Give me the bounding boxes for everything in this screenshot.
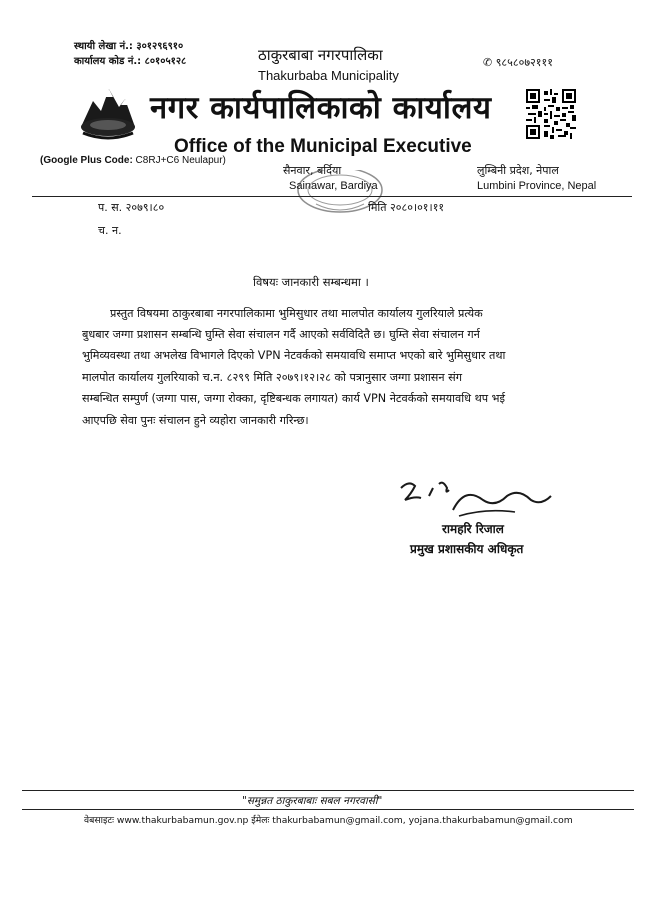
signatory-title: प्रमुख प्रशासकीय अधिकृत xyxy=(410,542,524,556)
province-np: लुम्बिनी प्रदेश, नेपाल xyxy=(477,164,559,177)
body-line: प्रस्तुत विषयमा ठाकुरबाबा नगरपालिकामा भुमिसुधार तथा मालपोत कार्यालय गुलरियाले प्रत्येक xyxy=(110,307,483,320)
dispatch-number: च. न. xyxy=(98,224,122,237)
body-line: बुधबार जग्गा प्रशासन सम्बन्धि घुम्ति सेवा संचालन गर्दै आएको सर्वविदितै छ। घुम्ति सेवा संचालन गर्न xyxy=(82,328,480,341)
letter-body xyxy=(82,303,602,325)
handwritten-signature-icon xyxy=(395,478,555,524)
qr-code-icon xyxy=(526,89,576,139)
municipality-emblem-icon xyxy=(77,83,139,141)
plus-code-label: (Google Plus Code: xyxy=(40,155,133,166)
phone-number: ✆ ९८५८०७२१११ xyxy=(483,56,553,69)
footer-slogan: "समुन्नत ठाकुरबाबाः सबल नगरवासी" xyxy=(242,795,383,807)
body-line: मालपोत कार्यालय गुलरियाको च.न. ८२९९ मिति २०७९।१२।२८ को पत्रानुसार जग्गा प्रशासन संग xyxy=(82,371,462,384)
body-line: भुमिव्यवस्था तथा अभलेख विभागले दिएको VPN नेटवर्कको समयावधि समाप्त भएको बारे भुमिसुधार तथा xyxy=(82,349,506,362)
letter-date: मिति २०८०।०१।११ xyxy=(368,201,445,214)
office-title-np: नगर कार्यपालिकाको कार्यालय xyxy=(150,90,492,126)
signatory-name: रामहरि रिजाल xyxy=(442,522,504,536)
location-np: सैनवार, बर्दिया xyxy=(283,164,342,177)
location-en: Sainawar, Bardiya xyxy=(289,180,378,192)
body-line: सम्बन्धित सम्पुर्ण (जग्गा पास, जग्गा रोक्का, दृष्टिबन्धक लगायत) कार्य VPN नेटवर्कको समयावधि थप भई xyxy=(82,392,506,405)
office-title-en: Office of the Municipal Executive xyxy=(174,136,472,157)
header-divider xyxy=(32,196,632,197)
fiscal-year: प. स. २०७९।८० xyxy=(98,201,165,214)
permanent-account-number: स्थायी लेखा नं.: ३०१२९६९१० xyxy=(74,41,184,52)
plus-code-value: C8RJ+C6 Neulapur) xyxy=(132,155,226,166)
office-code: कार्यालय कोड नं.: ८०१०५१२८ xyxy=(74,56,187,67)
province-en: Lumbini Province, Nepal xyxy=(477,180,597,192)
footer-divider xyxy=(22,790,634,791)
footer-divider-2 xyxy=(22,809,634,810)
footer-contact: वेबसाइटः www.thakurbabamun.gov.np ईमेलः thakurbabamun@gmail.com, yojana.thakurbabamun@gmail.com xyxy=(84,815,573,826)
letter-subject: विषयः जानकारी सम्बन्धमा । xyxy=(253,275,369,289)
google-plus-code xyxy=(40,155,226,166)
municipality-name-np: ठाकुरबाबा नगरपालिका xyxy=(258,46,383,64)
municipality-name-en: Thakurbaba Municipality xyxy=(258,68,399,83)
body-line: आएपछि सेवा पुनः संचालन हुने व्यहोरा जानकारी गरिन्छ। xyxy=(82,414,309,427)
